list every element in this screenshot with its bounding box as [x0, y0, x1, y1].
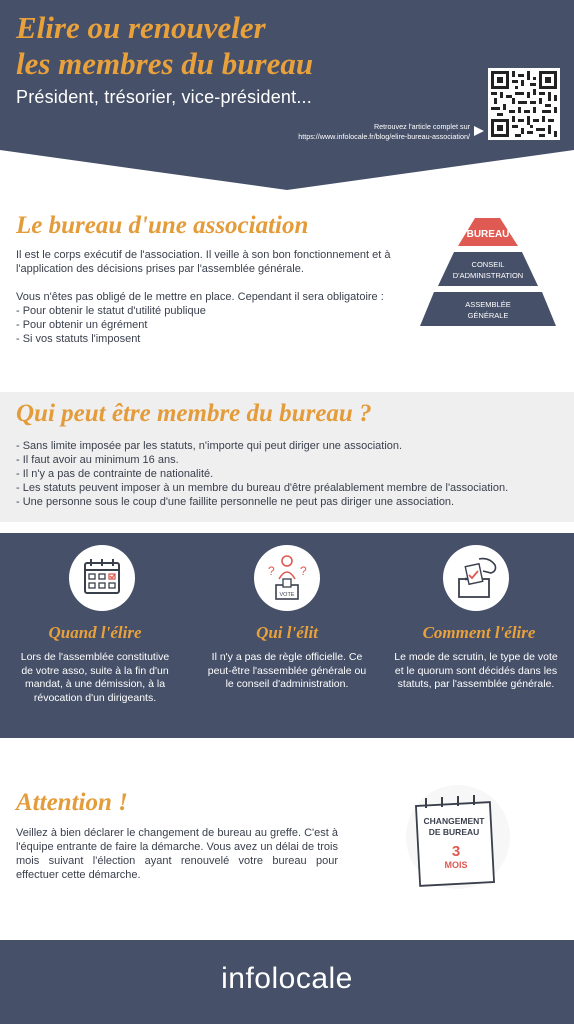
- calendar-unit: MOIS: [444, 860, 468, 870]
- bureau-paragraph-1: Il est le corps exécutif de l'association. Il veille à son bon fonctionnement et à l'application des décisions prises par l'assemblée générale.: [16, 249, 391, 275]
- article-note: Retrouvez l'article complet sur https://www.infolocale.fr/blog/elire-bureau-association/: [298, 122, 470, 141]
- calendar-number: 3: [451, 843, 461, 860]
- ballot-box-icon: [443, 545, 509, 611]
- list-item: - Il n'y a pas de contrainte de nationalité.: [16, 468, 214, 480]
- column-text: Lors de l'assemblée constitutive de votre asso, suite à la fin d'un mandat, à une démission, à la révocation d'un dirigeants.: [20, 651, 170, 704]
- column-title: Quand l'élire: [48, 623, 142, 642]
- column-title: Qui l'élit: [256, 623, 318, 642]
- calendar-deadline-icon: [398, 784, 518, 890]
- bureau-list-item: - Pour obtenir le statut d'utilité publique: [16, 305, 206, 317]
- list-item: - Les statuts peuvent imposer à un membre du bureau d'être préalablement membre de l'association.: [16, 482, 509, 494]
- pyramid-middle-label-2: D'ADMINISTRATION: [452, 271, 524, 280]
- pyramid-bottom: [420, 292, 556, 326]
- page-subtitle: Président, trésorier, vice-président...: [16, 87, 312, 107]
- membre-section: [0, 392, 574, 522]
- vote-label: VOTE: [279, 592, 295, 598]
- header-banner: [0, 0, 574, 190]
- list-item: - Sans limite imposée par les statuts, n'importe qui peut diriger une association.: [16, 440, 403, 452]
- column-text: Il n'y a pas de règle officielle. Ce peut-être l'assemblée générale ou le conseil d'administration.: [207, 651, 367, 690]
- bureau-list-item: - Pour obtenir un égrément: [16, 319, 148, 331]
- bureau-paragraph-2: Vous n'êtes pas obligé de le mettre en place. Cependant il sera obligatoire :: [16, 291, 384, 303]
- bureau-list-item: - Si vos statuts l'imposent: [16, 333, 141, 345]
- pyramid-diagram: [418, 216, 558, 328]
- qr-code-icon[interactable]: [488, 68, 560, 140]
- pyramid-middle: [438, 252, 538, 286]
- column-text: Le mode de scrutin, le type de vote et le quorum sont décidés dans les statuts, par l'assemblée générale.: [394, 651, 558, 690]
- footer: [0, 940, 574, 1024]
- play-arrow-icon: [473, 125, 485, 137]
- calendar-label-2: DE BUREAU: [428, 827, 480, 837]
- section-title-membre: Qui peut être membre du bureau ?: [16, 400, 372, 427]
- pyramid-bottom-label-2: GÉNÉRALE: [467, 311, 509, 320]
- page-title: Elire ou renouveler les membres du bureau: [16, 10, 314, 81]
- article-url[interactable]: https://www.infolocale.fr/blog/elire-bureau-association/: [298, 131, 470, 141]
- column-title: Comment l'élire: [422, 623, 536, 642]
- svg-text:?: ?: [300, 564, 307, 578]
- voters-icon: [254, 545, 320, 611]
- section-title-bureau: Le bureau d'une association: [16, 212, 309, 239]
- pyramid-bottom-label-1: ASSEMBLÉE: [465, 300, 511, 309]
- calendar-label-1: CHANGEMENT: [423, 816, 485, 826]
- svg-text:?: ?: [268, 564, 275, 578]
- infolocale-logo[interactable]: infolocale: [221, 962, 353, 995]
- membre-list: [16, 439, 508, 509]
- calendar-icon: [69, 545, 135, 611]
- attention-text: Veillez à bien déclarer le changement de bureau au greffe. C'est à l'équipe entrante de faire la démarche. Vous avez un délai de trois mois suivant l'élection ayant renouvelé votre bureau pour effectuer cette démarche.: [16, 827, 338, 881]
- election-section: [0, 533, 574, 738]
- section-title-attention: Attention !: [16, 789, 128, 816]
- list-item: - Une personne sous le coup d'une faillite personnelle ne peut pas diriger une association.: [16, 496, 455, 508]
- list-item: - Il faut avoir au minimum 16 ans.: [16, 454, 179, 466]
- pyramid-middle-label-1: CONSEIL: [471, 260, 505, 269]
- pyramid-top-label: BUREAU: [466, 229, 510, 240]
- bureau-description: [16, 248, 396, 346]
